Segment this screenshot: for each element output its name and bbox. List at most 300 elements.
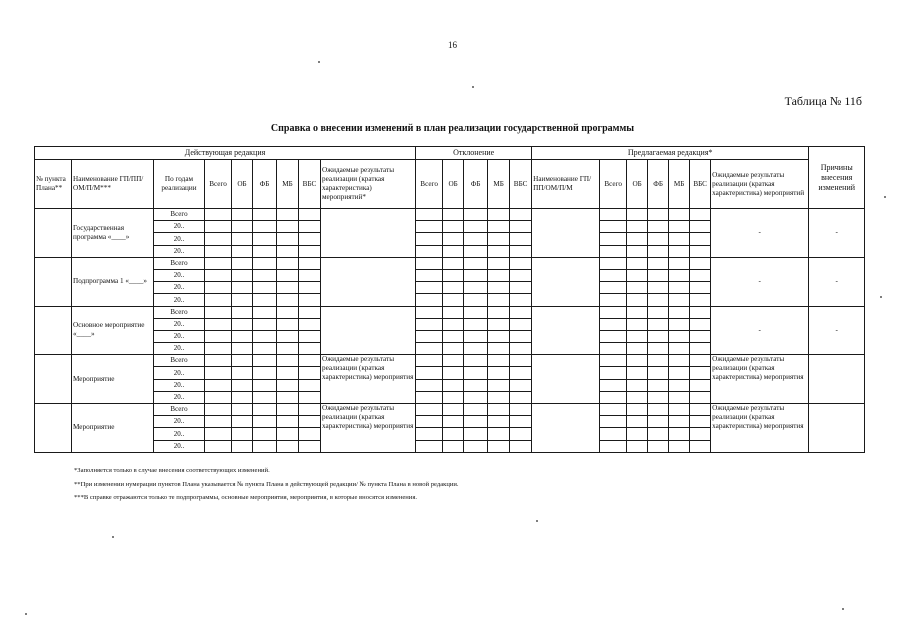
scan-speck (884, 196, 886, 198)
amount-cell (277, 379, 299, 391)
amount-cell (253, 440, 277, 452)
proposed-amount-cell (600, 209, 627, 221)
amount-cell (232, 343, 253, 355)
ob-header: ОБ (232, 160, 253, 209)
proposed-amount-cell (627, 416, 648, 428)
proposed-amount-cell (648, 416, 669, 428)
proposed-amount-cell (627, 428, 648, 440)
proposed-amount-cell (669, 245, 690, 257)
amount-cell (253, 343, 277, 355)
footnote-2: **При изменении нумерации пунктов Плана указывается № пункта Плана в действующей редакции/ № пункта Плана в новой редакции. (74, 480, 459, 488)
proposed-amount-cell (648, 233, 669, 245)
reason-cell: - (809, 209, 865, 258)
amount-cell (277, 221, 299, 233)
amount-cell (277, 367, 299, 379)
proposed-name-cell (532, 355, 600, 404)
proposed-amount-cell (669, 355, 690, 367)
amount-cell (205, 404, 232, 416)
row-year-label: 20.. (154, 221, 205, 233)
proposed-amount-cell (690, 318, 711, 330)
deviation-cell (510, 330, 532, 342)
scan-speck (25, 613, 27, 615)
proposed-amount-cell (648, 294, 669, 306)
amount-cell (277, 257, 299, 269)
amount-cell (299, 428, 321, 440)
proposed-amount-cell (600, 233, 627, 245)
changes-table (34, 146, 865, 453)
deviation-cell (464, 245, 488, 257)
deviation-cell (488, 221, 510, 233)
deviation-cell (416, 209, 443, 221)
expected-cell: Ожидаемые результаты реализации (краткая характеристика) мероприятия (321, 355, 416, 404)
amount-cell (253, 330, 277, 342)
proposed-amount-cell (690, 233, 711, 245)
row-year-label: 20.. (154, 416, 205, 428)
amount-cell (205, 318, 232, 330)
by-years-header: По годам реализации (154, 160, 205, 209)
deviation-cell (416, 233, 443, 245)
amount-cell (277, 440, 299, 452)
deviation-cell (443, 367, 464, 379)
fb-header: ФБ (253, 160, 277, 209)
table-row (35, 306, 865, 318)
proposed-amount-cell (669, 294, 690, 306)
row-total-label: Всего (154, 209, 205, 221)
amount-cell (232, 245, 253, 257)
proposed-amount-cell (669, 257, 690, 269)
proposed-amount-cell (600, 391, 627, 403)
amount-cell (253, 306, 277, 318)
expected-cell: Ожидаемые результаты реализации (краткая характеристика) мероприятия (321, 404, 416, 453)
deviation-cell (416, 221, 443, 233)
row-year-label: 20.. (154, 391, 205, 403)
proposed-amount-cell (600, 294, 627, 306)
item-name-cell: Подпрограмма 1 «____» (72, 257, 154, 306)
proposed-amount-cell (690, 257, 711, 269)
scan-speck (880, 296, 882, 298)
proposed-amount-cell (648, 318, 669, 330)
proposed-amount-cell (690, 282, 711, 294)
amount-cell (232, 318, 253, 330)
deviation-cell (488, 282, 510, 294)
dev-mb-header: МБ (488, 160, 510, 209)
deviation-cell (443, 257, 464, 269)
proposed-expected-cell: Ожидаемые результаты реализации (краткая характеристика) мероприятия (711, 355, 809, 404)
deviation-cell (464, 257, 488, 269)
amount-cell (205, 355, 232, 367)
expected-header: Ожидаемые результаты реализации (краткая характеристика) мероприятий* (321, 160, 416, 209)
proposed-amount-cell (600, 245, 627, 257)
reason-cell (809, 404, 865, 453)
proposed-amount-cell (669, 209, 690, 221)
amount-cell (299, 404, 321, 416)
amount-cell (232, 440, 253, 452)
amount-cell (205, 294, 232, 306)
proposed-amount-cell (669, 330, 690, 342)
proposed-expected-cell: - (711, 306, 809, 355)
proposed-amount-cell (669, 440, 690, 452)
footnotes (74, 464, 459, 505)
proposed-amount-cell (627, 221, 648, 233)
proposed-amount-cell (669, 367, 690, 379)
proposed-amount-cell (600, 440, 627, 452)
amount-cell (253, 257, 277, 269)
plan-no-cell (35, 404, 72, 453)
deviation-cell (443, 233, 464, 245)
amount-cell (205, 367, 232, 379)
proposed-amount-cell (669, 233, 690, 245)
proposed-amount-cell (669, 343, 690, 355)
deviation-cell (416, 343, 443, 355)
amount-cell (232, 282, 253, 294)
amount-cell (253, 391, 277, 403)
table-body (35, 209, 865, 453)
deviation-cell (464, 294, 488, 306)
deviation-cell (416, 428, 443, 440)
proposed-amount-cell (690, 306, 711, 318)
amount-cell (277, 428, 299, 440)
deviation-cell (464, 282, 488, 294)
proposed-name-cell (532, 306, 600, 355)
amount-cell (299, 282, 321, 294)
proposed-amount-cell (627, 404, 648, 416)
group-deviation-header: Отклонение (416, 147, 532, 160)
deviation-cell (464, 379, 488, 391)
proposed-amount-cell (600, 404, 627, 416)
expected-proposed-header: Ожидаемые результаты реализации (краткая характеристика) мероприятий (711, 160, 809, 209)
amount-cell (277, 245, 299, 257)
row-year-label: 20.. (154, 294, 205, 306)
deviation-cell (488, 330, 510, 342)
amount-cell (232, 379, 253, 391)
deviation-cell (443, 379, 464, 391)
plan-no-cell (35, 257, 72, 306)
amount-cell (232, 367, 253, 379)
amount-cell (253, 428, 277, 440)
amount-cell (205, 233, 232, 245)
proposed-amount-cell (690, 440, 711, 452)
reasons-header: Причины внесения изменений (809, 147, 865, 209)
deviation-cell (443, 330, 464, 342)
amount-cell (299, 379, 321, 391)
proposed-amount-cell (600, 221, 627, 233)
amount-cell (253, 318, 277, 330)
deviation-cell (510, 367, 532, 379)
footnote-1: *Заполняется только в случае внесения соответствующих изменений. (74, 467, 270, 474)
page-number: 16 (448, 40, 457, 50)
table-row (35, 209, 865, 221)
proposed-expected-cell: Ожидаемые результаты реализации (краткая характеристика) мероприятия (711, 404, 809, 453)
deviation-cell (443, 294, 464, 306)
deviation-cell (488, 355, 510, 367)
row-year-label: 20.. (154, 245, 205, 257)
proposed-amount-cell (627, 306, 648, 318)
proposed-amount-cell (690, 269, 711, 281)
proposed-amount-cell (627, 245, 648, 257)
amount-cell (277, 416, 299, 428)
amount-cell (277, 209, 299, 221)
amount-cell (205, 330, 232, 342)
amount-cell (253, 245, 277, 257)
amount-cell (232, 221, 253, 233)
deviation-cell (443, 404, 464, 416)
deviation-cell (416, 330, 443, 342)
amount-cell (253, 416, 277, 428)
amount-cell (277, 330, 299, 342)
deviation-cell (488, 416, 510, 428)
row-year-label: 20.. (154, 318, 205, 330)
deviation-cell (464, 209, 488, 221)
amount-cell (232, 355, 253, 367)
proposed-amount-cell (690, 391, 711, 403)
proposed-amount-cell (690, 355, 711, 367)
amount-cell (232, 306, 253, 318)
deviation-cell (510, 257, 532, 269)
reason-cell: - (809, 306, 865, 355)
deviation-cell (488, 318, 510, 330)
dev-vbs-header: ВБС (510, 160, 532, 209)
item-name-cell: Основное мероприятие «____» (72, 306, 154, 355)
proposed-amount-cell (648, 282, 669, 294)
deviation-cell (416, 355, 443, 367)
proposed-amount-cell (690, 294, 711, 306)
proposed-amount-cell (627, 355, 648, 367)
deviation-cell (510, 379, 532, 391)
amount-cell (299, 233, 321, 245)
row-year-label: 20.. (154, 269, 205, 281)
proposed-amount-cell (648, 440, 669, 452)
proposed-amount-cell (648, 209, 669, 221)
proposed-amount-cell (669, 221, 690, 233)
amount-cell (205, 440, 232, 452)
amount-cell (232, 404, 253, 416)
amount-cell (299, 391, 321, 403)
expected-cell (321, 306, 416, 355)
item-name-cell: Мероприятие (72, 404, 154, 453)
deviation-cell (464, 355, 488, 367)
total-header: Всего (205, 160, 232, 209)
amount-cell (232, 416, 253, 428)
vbs-header: ВБС (299, 160, 321, 209)
deviation-cell (510, 404, 532, 416)
amount-cell (299, 367, 321, 379)
deviation-cell (416, 294, 443, 306)
deviation-cell (416, 416, 443, 428)
deviation-cell (510, 440, 532, 452)
amount-cell (299, 221, 321, 233)
proposed-amount-cell (627, 282, 648, 294)
proposed-amount-cell (648, 391, 669, 403)
proposed-amount-cell (600, 318, 627, 330)
deviation-cell (510, 391, 532, 403)
proposed-amount-cell (600, 343, 627, 355)
group-proposed-header: Предлагаемая редакция* (532, 147, 809, 160)
deviation-cell (488, 404, 510, 416)
amount-cell (277, 282, 299, 294)
deviation-cell (488, 440, 510, 452)
deviation-cell (464, 416, 488, 428)
deviation-cell (416, 391, 443, 403)
group-current-header: Действующая редакция (35, 147, 416, 160)
proposed-amount-cell (627, 379, 648, 391)
amount-cell (299, 355, 321, 367)
proposed-amount-cell (648, 306, 669, 318)
amount-cell (299, 318, 321, 330)
amount-cell (299, 330, 321, 342)
proposed-amount-cell (648, 379, 669, 391)
deviation-cell (464, 306, 488, 318)
amount-cell (253, 233, 277, 245)
proposed-amount-cell (600, 330, 627, 342)
amount-cell (277, 269, 299, 281)
amount-cell (299, 269, 321, 281)
amount-cell (277, 306, 299, 318)
amount-cell (253, 367, 277, 379)
proposed-amount-cell (627, 330, 648, 342)
proposed-amount-cell (690, 245, 711, 257)
proposed-amount-cell (627, 257, 648, 269)
deviation-cell (488, 391, 510, 403)
row-year-label: 20.. (154, 233, 205, 245)
deviation-cell (416, 404, 443, 416)
proposed-amount-cell (669, 404, 690, 416)
deviation-cell (488, 245, 510, 257)
amount-cell (205, 282, 232, 294)
deviation-cell (416, 306, 443, 318)
amount-cell (299, 306, 321, 318)
proposed-name-cell (532, 257, 600, 306)
proposed-amount-cell (600, 306, 627, 318)
proposed-amount-cell (627, 367, 648, 379)
item-name-cell: Мероприятие (72, 355, 154, 404)
deviation-cell (443, 269, 464, 281)
proposed-amount-cell (690, 209, 711, 221)
proposed-amount-cell (600, 282, 627, 294)
deviation-cell (510, 294, 532, 306)
amount-cell (205, 221, 232, 233)
deviation-cell (464, 404, 488, 416)
amount-cell (205, 416, 232, 428)
deviation-cell (443, 245, 464, 257)
deviation-cell (510, 233, 532, 245)
deviation-cell (464, 440, 488, 452)
deviation-cell (510, 282, 532, 294)
row-year-label: 20.. (154, 282, 205, 294)
proposed-amount-cell (648, 428, 669, 440)
plan-no-cell (35, 306, 72, 355)
amount-cell (299, 245, 321, 257)
prop-total-header: Всего (600, 160, 627, 209)
deviation-cell (510, 416, 532, 428)
proposed-amount-cell (627, 391, 648, 403)
amount-cell (232, 294, 253, 306)
deviation-cell (416, 367, 443, 379)
deviation-cell (443, 428, 464, 440)
amount-cell (205, 379, 232, 391)
row-year-label: 20.. (154, 428, 205, 440)
row-total-label: Всего (154, 306, 205, 318)
deviation-cell (510, 221, 532, 233)
amount-cell (253, 404, 277, 416)
amount-cell (205, 245, 232, 257)
amount-cell (299, 416, 321, 428)
amount-cell (205, 257, 232, 269)
proposed-amount-cell (669, 318, 690, 330)
deviation-cell (488, 269, 510, 281)
proposed-name-cell (532, 209, 600, 258)
dev-ob-header: ОБ (443, 160, 464, 209)
amount-cell (253, 269, 277, 281)
amount-cell (299, 440, 321, 452)
amount-cell (277, 391, 299, 403)
proposed-amount-cell (690, 379, 711, 391)
scan-speck (472, 86, 474, 88)
proposed-amount-cell (669, 391, 690, 403)
table-row (35, 355, 865, 367)
proposed-amount-cell (648, 367, 669, 379)
deviation-cell (443, 306, 464, 318)
proposed-amount-cell (669, 379, 690, 391)
name-current-header: Наименование ГП/ПП/ОМ/П/М*** (72, 160, 154, 209)
deviation-cell (464, 343, 488, 355)
row-total-label: Всего (154, 257, 205, 269)
deviation-cell (464, 233, 488, 245)
proposed-amount-cell (648, 257, 669, 269)
deviation-cell (443, 221, 464, 233)
row-year-label: 20.. (154, 379, 205, 391)
amount-cell (205, 209, 232, 221)
amount-cell (205, 391, 232, 403)
proposed-amount-cell (627, 318, 648, 330)
deviation-cell (416, 269, 443, 281)
deviation-cell (464, 391, 488, 403)
proposed-amount-cell (648, 355, 669, 367)
amount-cell (277, 294, 299, 306)
row-total-label: Всего (154, 355, 205, 367)
proposed-amount-cell (690, 221, 711, 233)
table-row (35, 257, 865, 269)
deviation-cell (443, 343, 464, 355)
deviation-cell (488, 257, 510, 269)
proposed-amount-cell (648, 343, 669, 355)
prop-vbs-header: ВБС (690, 160, 711, 209)
deviation-cell (464, 367, 488, 379)
dev-fb-header: ФБ (464, 160, 488, 209)
row-total-label: Всего (154, 404, 205, 416)
deviation-cell (510, 306, 532, 318)
proposed-amount-cell (669, 306, 690, 318)
proposed-amount-cell (648, 269, 669, 281)
deviation-cell (443, 391, 464, 403)
deviation-cell (510, 343, 532, 355)
amount-cell (253, 379, 277, 391)
amount-cell (299, 257, 321, 269)
scan-speck (112, 536, 114, 538)
prop-fb-header: ФБ (648, 160, 669, 209)
proposed-amount-cell (627, 440, 648, 452)
amount-cell (232, 209, 253, 221)
row-year-label: 20.. (154, 343, 205, 355)
proposed-amount-cell (600, 355, 627, 367)
proposed-amount-cell (627, 269, 648, 281)
deviation-cell (416, 245, 443, 257)
proposed-amount-cell (627, 209, 648, 221)
amount-cell (205, 306, 232, 318)
amount-cell (299, 294, 321, 306)
amount-cell (232, 428, 253, 440)
deviation-cell (510, 209, 532, 221)
amount-cell (277, 343, 299, 355)
